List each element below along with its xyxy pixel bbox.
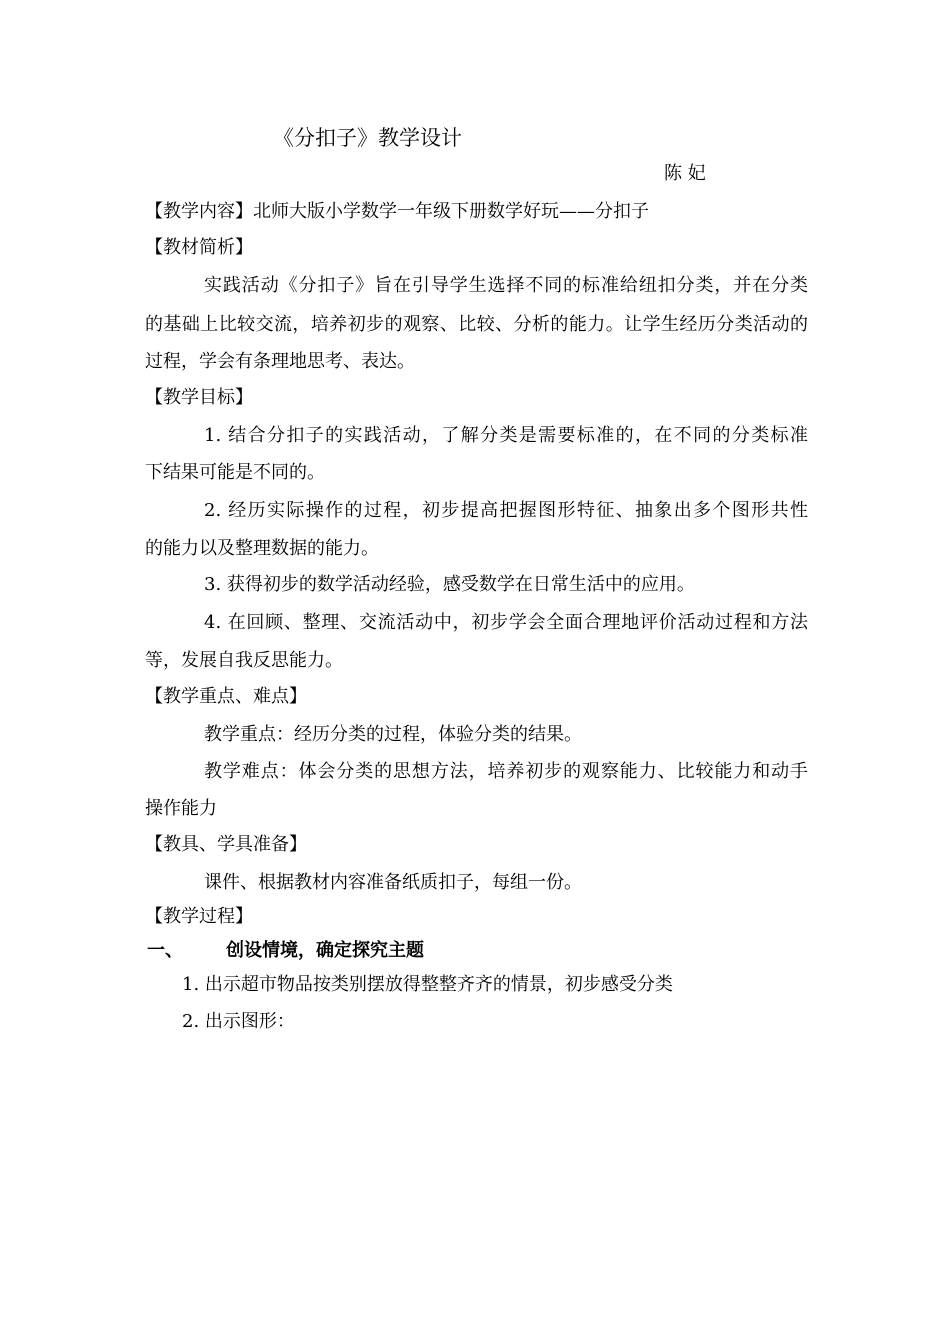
analysis-line-2: 的基础上比较交流，培养初步的观察、比较、分析的能力。让学生经历分类活动的 bbox=[145, 314, 808, 335]
analysis-line-1: 实践活动《分扣子》旨在引导学生选择不同的标准给纽扣分类，并在分类 bbox=[204, 275, 808, 296]
goal-4-line-2: 等，发展自我反思能力。 bbox=[145, 650, 343, 671]
goal-2-line-1: 2. 经历实际操作的过程，初步提高把握图形特征、抽象出多个图形共性 bbox=[204, 500, 808, 521]
goal-1-line-2: 下结果可能是不同的。 bbox=[145, 462, 325, 483]
section-1-title: 创设情境，确定探究主题 bbox=[226, 940, 424, 961]
analysis-line-3: 过程，学会有条理地思考、表达。 bbox=[145, 351, 415, 372]
tools-heading: 【教具、学具准备】 bbox=[145, 834, 307, 855]
tools-preparation: 课件、根据教材内容准备纸质扣子，每组一份。 bbox=[204, 872, 582, 893]
material-analysis-heading: 【教材简析】 bbox=[145, 237, 253, 258]
teaching-goals-heading: 【教学目标】 bbox=[145, 387, 253, 408]
difficulty-line-1: 教学难点：体会分类的思想方法，培养初步的观察能力、比较能力和动手 bbox=[204, 761, 808, 782]
step-2: 2. 出示图形： bbox=[182, 1011, 295, 1032]
section-1-number: 一、 bbox=[147, 940, 183, 961]
teaching-process-heading: 【教学过程】 bbox=[145, 906, 253, 927]
author-name: 陈 妃 bbox=[664, 163, 706, 184]
goal-4-line-1: 4. 在回顾、整理、交流活动中，初步学会全面合理地评价活动过程和方法 bbox=[204, 612, 808, 633]
goal-3: 3. 获得初步的数学活动经验，感受数学在日常生活中的应用。 bbox=[204, 574, 695, 595]
document-title: 《分扣子》教学设计 bbox=[273, 126, 462, 150]
key-point: 教学重点：经历分类的过程，体验分类的结果。 bbox=[204, 724, 582, 745]
teaching-content-heading: 【教学内容】北师大版小学数学一年级下册数学好玩——分扣子 bbox=[145, 201, 649, 222]
goal-2-line-2: 的能力以及整理数据的能力。 bbox=[145, 538, 379, 559]
goal-1-line-1: 1. 结合分扣子的实践活动，了解分类是需要标准的，在不同的分类标准 bbox=[204, 425, 808, 446]
step-1: 1. 出示超市物品按类别摆放得整整齐齐的情景，初步感受分类 bbox=[182, 974, 673, 995]
key-difficult-heading: 【教学重点、难点】 bbox=[145, 686, 307, 707]
difficulty-line-2: 操作能力 bbox=[145, 798, 217, 819]
